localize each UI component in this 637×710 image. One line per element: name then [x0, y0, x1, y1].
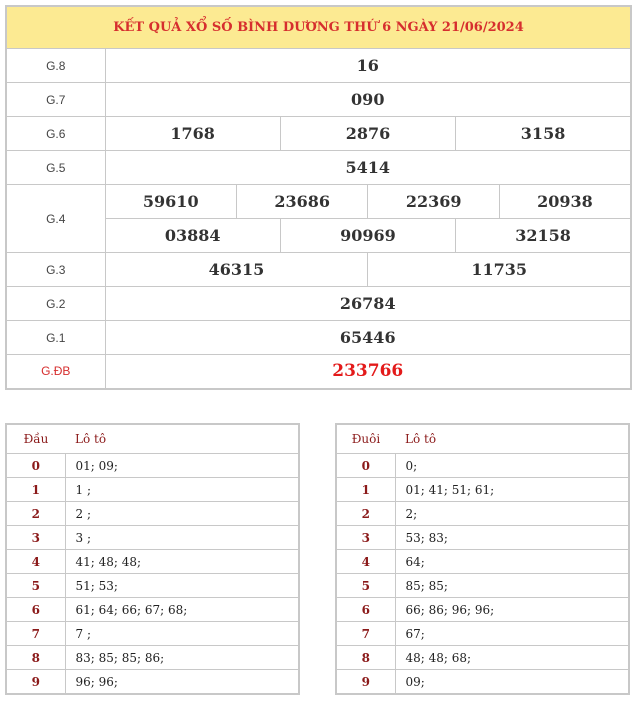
- row-key: 4: [6, 550, 65, 574]
- table-row: [6, 598, 299, 622]
- prize-label: G.2: [6, 287, 105, 321]
- prize-number: 26784: [105, 287, 631, 321]
- row-key: 9: [6, 670, 65, 695]
- prize-number: 5414: [105, 151, 631, 185]
- table-row: [336, 454, 629, 478]
- row-key: 0: [336, 454, 395, 478]
- row-key: 5: [336, 574, 395, 598]
- prize-table: [5, 5, 632, 390]
- table-row: [6, 502, 299, 526]
- prize-number: 16: [105, 49, 631, 83]
- header-value: Lô tô: [395, 424, 629, 454]
- row-value: 2 ;: [65, 502, 299, 526]
- prize-row-g4: [6, 185, 631, 219]
- row-value: 1 ;: [65, 478, 299, 502]
- prize-label: G.4: [6, 185, 105, 253]
- prize-number: 22369: [368, 185, 499, 219]
- table-row: [336, 574, 629, 598]
- prize-number: 20938: [499, 185, 631, 219]
- dau-table: [5, 423, 300, 695]
- row-value: 7 ;: [65, 622, 299, 646]
- prize-row-g3: [6, 253, 631, 287]
- prize-row-g8: [6, 49, 631, 83]
- row-key: 3: [336, 526, 395, 550]
- table-row: [336, 478, 629, 502]
- row-value: 61; 64; 66; 67; 68;: [65, 598, 299, 622]
- row-value: 83; 85; 85; 86;: [65, 646, 299, 670]
- row-value: 09;: [395, 670, 629, 695]
- prize-row-g2: [6, 287, 631, 321]
- special-prize-label: G.ĐB: [6, 355, 105, 389]
- table-row: [336, 550, 629, 574]
- row-value: 96; 96;: [65, 670, 299, 695]
- row-key: 4: [336, 550, 395, 574]
- row-key: 7: [336, 622, 395, 646]
- row-key: 2: [336, 502, 395, 526]
- prize-label: G.5: [6, 151, 105, 185]
- row-key: 2: [6, 502, 65, 526]
- prize-number: 32158: [456, 219, 631, 253]
- row-value: 01; 41; 51; 61;: [395, 478, 629, 502]
- row-key: 3: [6, 526, 65, 550]
- header-key: Đuôi: [336, 424, 395, 454]
- row-value: 51; 53;: [65, 574, 299, 598]
- row-value: 3 ;: [65, 526, 299, 550]
- table-row: [6, 526, 299, 550]
- prize-label: G.7: [6, 83, 105, 117]
- table-row: [6, 454, 299, 478]
- prize-label: G.8: [6, 49, 105, 83]
- row-key: 0: [6, 454, 65, 478]
- row-key: 1: [336, 478, 395, 502]
- special-prize-number: 233766: [105, 355, 631, 389]
- table-row: [6, 646, 299, 670]
- table-row: [336, 526, 629, 550]
- prize-label: G.3: [6, 253, 105, 287]
- row-value: 48; 48; 68;: [395, 646, 629, 670]
- prize-number: 59610: [105, 185, 236, 219]
- row-key: 8: [6, 646, 65, 670]
- prize-number: 3158: [456, 117, 631, 151]
- prize-row-g6: [6, 117, 631, 151]
- row-value: 66; 86; 96; 96;: [395, 598, 629, 622]
- table-row: [6, 670, 299, 695]
- prize-number: 65446: [105, 321, 631, 355]
- row-key: 1: [6, 478, 65, 502]
- prize-number: 90969: [280, 219, 455, 253]
- header-key: Đầu: [6, 424, 65, 454]
- prize-row-g7: [6, 83, 631, 117]
- table-row: [6, 574, 299, 598]
- table-header: [336, 424, 629, 454]
- prize-number: 23686: [236, 185, 367, 219]
- row-value: 41; 48; 48;: [65, 550, 299, 574]
- row-key: 9: [336, 670, 395, 695]
- prize-number: 11735: [368, 253, 631, 287]
- table-row: [6, 550, 299, 574]
- row-value: 0;: [395, 454, 629, 478]
- table-row: [336, 646, 629, 670]
- prize-row-g5: [6, 151, 631, 185]
- row-value: 67;: [395, 622, 629, 646]
- row-key: 8: [336, 646, 395, 670]
- duoi-table: [335, 423, 630, 695]
- prize-number: 090: [105, 83, 631, 117]
- row-value: 2;: [395, 502, 629, 526]
- table-row: [6, 478, 299, 502]
- table-row: [6, 622, 299, 646]
- row-value: 85; 85;: [395, 574, 629, 598]
- prize-number: 03884: [105, 219, 280, 253]
- row-key: 6: [6, 598, 65, 622]
- header-value: Lô tô: [65, 424, 299, 454]
- table-row: [336, 502, 629, 526]
- prize-number: 1768: [105, 117, 280, 151]
- page-title: KẾT QUẢ XỔ SỐ BÌNH DƯƠNG THỨ 6 NGÀY 21/06/2024: [6, 6, 631, 49]
- row-value: 01; 09;: [65, 454, 299, 478]
- prize-row-g1: [6, 321, 631, 355]
- table-row: [336, 622, 629, 646]
- prize-number: 2876: [280, 117, 455, 151]
- prize-number: 46315: [105, 253, 368, 287]
- row-value: 64;: [395, 550, 629, 574]
- row-key: 6: [336, 598, 395, 622]
- prize-row-special: [6, 355, 631, 389]
- prize-label: G.1: [6, 321, 105, 355]
- row-key: 7: [6, 622, 65, 646]
- table-row: [336, 598, 629, 622]
- table-row: [336, 670, 629, 695]
- row-key: 5: [6, 574, 65, 598]
- prize-label: G.6: [6, 117, 105, 151]
- row-value: 53; 83;: [395, 526, 629, 550]
- table-header: [6, 424, 299, 454]
